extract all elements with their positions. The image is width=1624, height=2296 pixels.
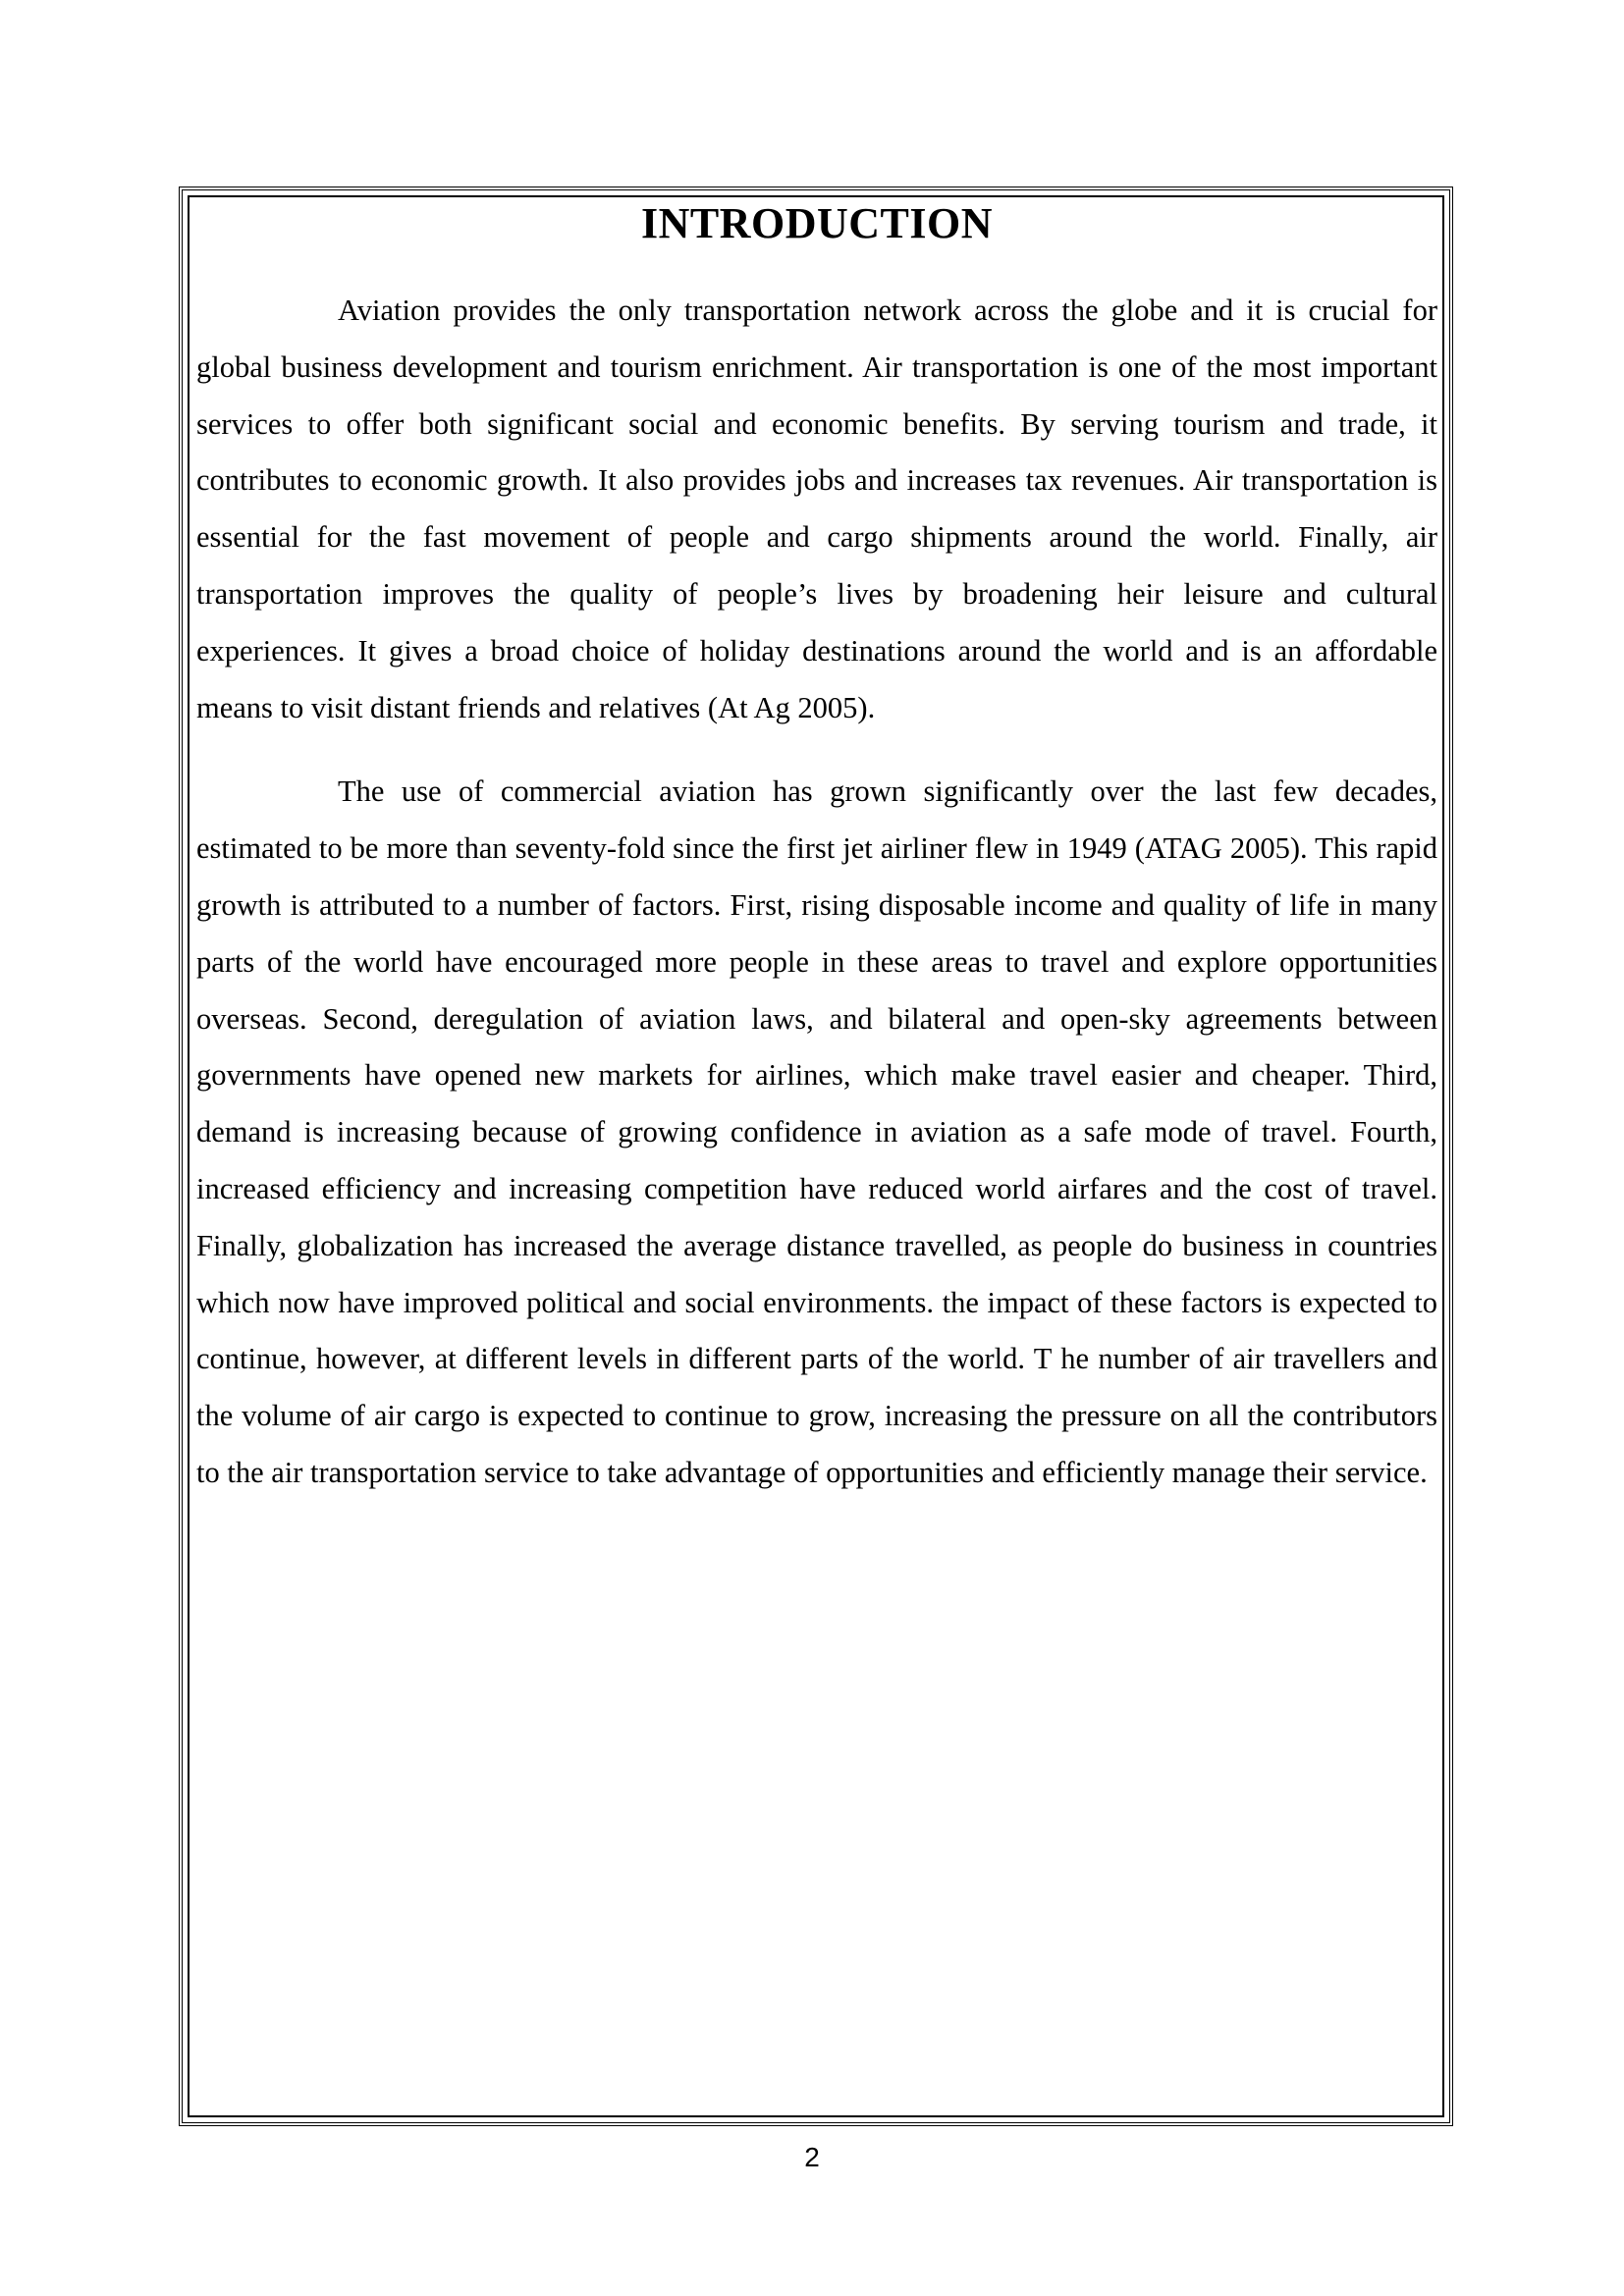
page-content	[196, 194, 1437, 1529]
paragraph-commercial-aviation-growth: The use of commercial aviation has grown significantly over the last few decades, estimated to be more than seventy-fold since the first jet airliner flew in 1949 (ATAG 2005). This rapid growth is attributed to a number of factors. First, rising disposable income and quality of life in many parts of the world have encouraged more people in these areas to travel and explore opportunities overseas. Second, deregulation of aviation laws, and bilateral and open-sky agreements between governments have opened new markets for airlines, which make travel easier and cheaper. Third, demand is increasing because of growing confidence in aviation as a safe mode of travel. Fourth, increased efficiency and increasing competition have reduced world airfares and the cost of travel. Finally, globalization has increased the average distance travelled, as people do business in countries which now have improved political and social environments. the impact of these factors is expected to continue, however, at different levels in different parts of the world. T he number of air travellers and the volume of air cargo is expected to continue to grow, increasing the pressure on all the contributors to the air transportation service to take advantage of opportunities and efficiently manage their service.	[196, 774, 1437, 1489]
page-number: 2	[804, 2142, 820, 2172]
paragraph-aviation-overview: Aviation provides the only transportation network across the globe and it is crucial for global business development and tourism enrichment. Air transportation is one of the most important services to offer both significant social and economic benefits. By serving tourism and trade, it contributes to economic growth. It also provides jobs and increases tax revenues. Air transportation is essential for the fast movement of people and cargo shipments around the world. Finally, air transportation improves the quality of people’s lives by broadening heir leisure and cultural experiences. It gives a broad choice of holiday destinations around the world and is an affordable means to visit distant friends and relatives (At Ag 2005).	[196, 294, 1437, 724]
page-title: INTRODUCTION	[640, 199, 994, 247]
